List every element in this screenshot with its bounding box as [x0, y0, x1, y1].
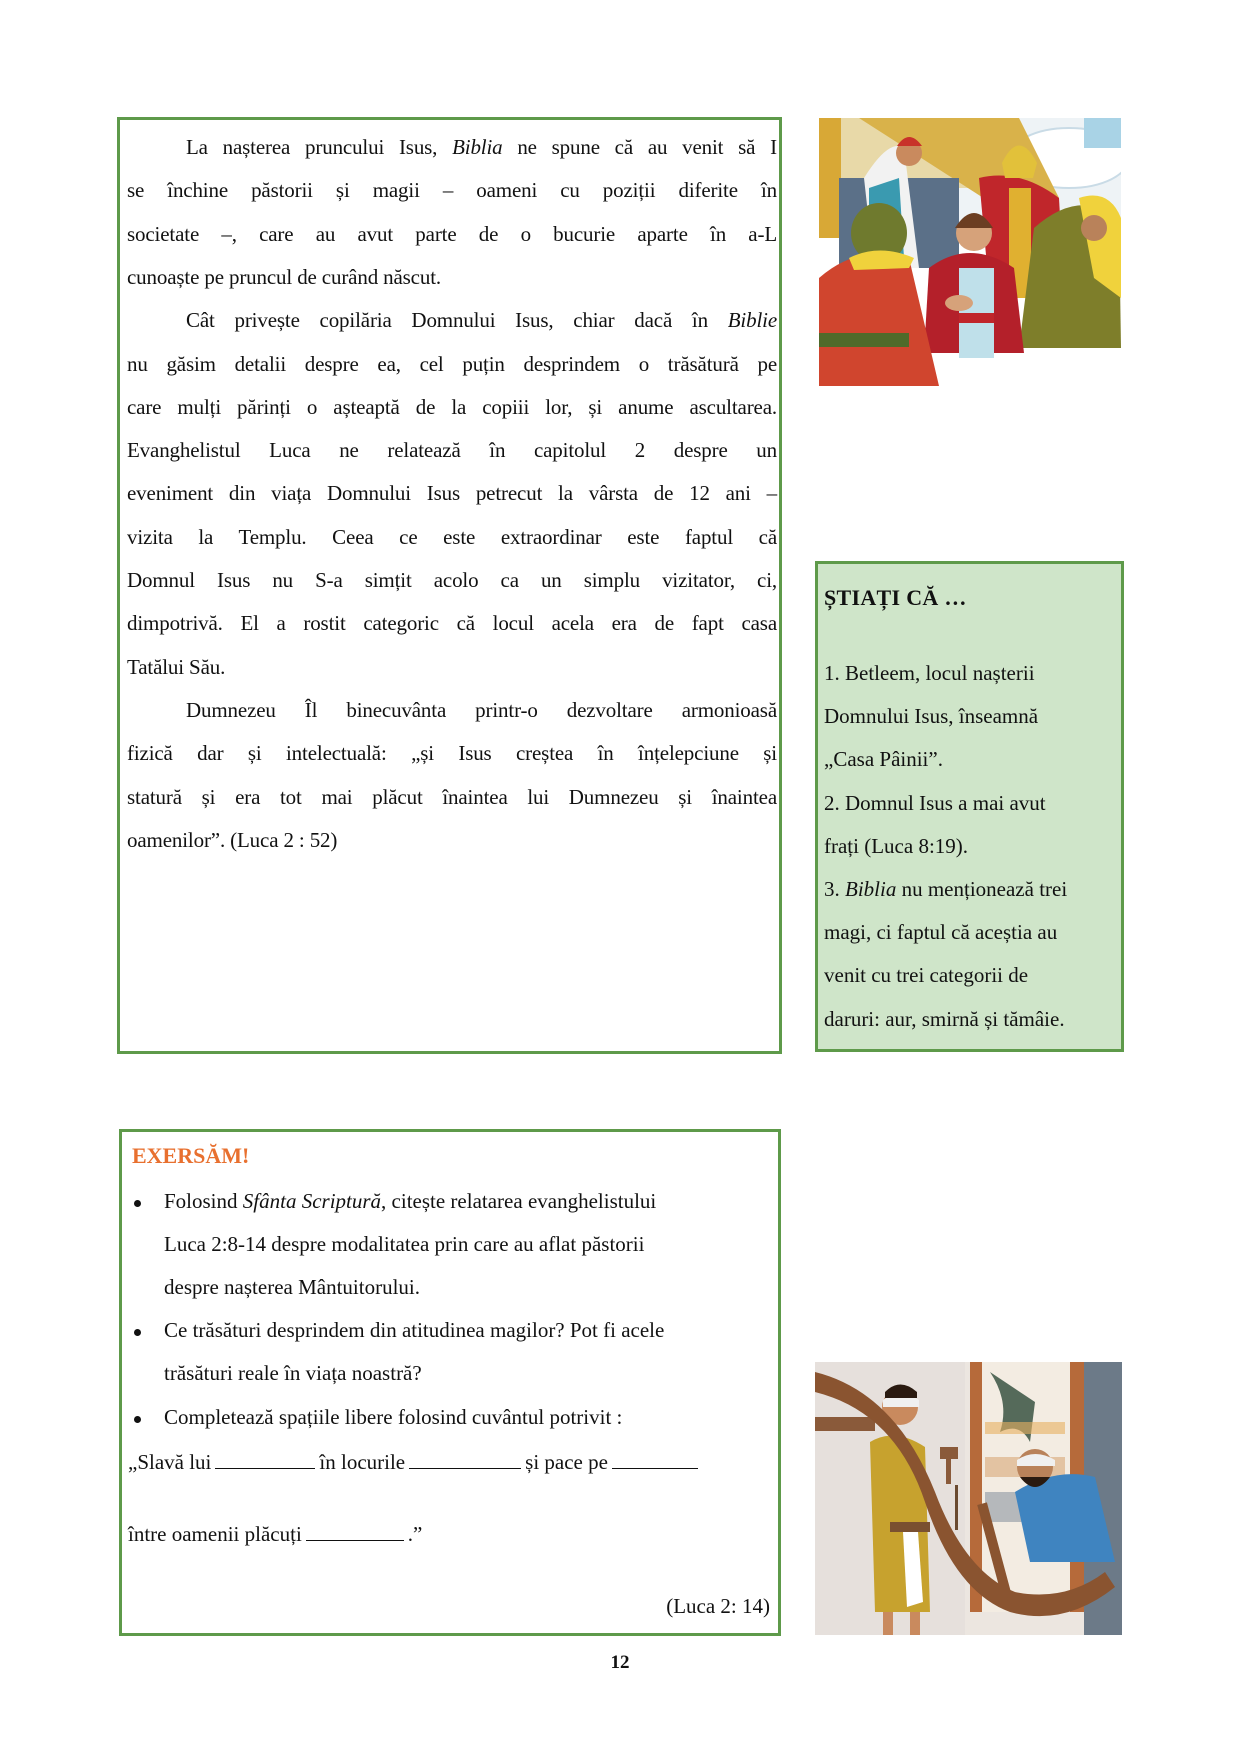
did-you-know-box — [815, 561, 1124, 1052]
fact-line — [824, 704, 1038, 728]
exercise-box — [119, 1129, 781, 1636]
italic-text: Sfânta Scriptură — [242, 1189, 382, 1213]
paragraph-line — [127, 611, 777, 635]
paragraph-line — [127, 828, 777, 852]
text-segment: trăsături reale în viața noastră? — [164, 1361, 422, 1386]
paragraph-line — [186, 135, 777, 159]
paragraph-line — [127, 655, 777, 679]
paragraph-line — [127, 741, 777, 765]
text-segment: Domnul Isus nu S-a simțit acolo ca un simplu vizitator, ci, — [127, 568, 777, 592]
italic-text: Biblia — [452, 135, 503, 159]
paragraph-line — [127, 525, 777, 549]
text-segment: Completează spațiile libere folosind cuvântul potrivit : — [164, 1404, 623, 1429]
text-segment: 2. Domnul Isus a mai avut — [824, 790, 1046, 815]
text-segment: dimpotrivă. El a rostit categoric că locul acela era de fapt casa — [127, 611, 777, 636]
text-segment: La nașterea pruncului Isus, — [186, 135, 453, 159]
bullet-icon — [134, 1329, 141, 1336]
fill-in-text-1: „Slavă lui — [128, 1450, 212, 1474]
text-segment: Luca 2:8-14 despre modalitatea prin care au aflat păstorii — [164, 1232, 645, 1257]
text-segment: magi, ci faptul că aceștia au — [824, 920, 1058, 945]
text-segment: oamenilor”. (Luca 2 : 52) — [127, 827, 338, 852]
bible-reference: (Luca 2: 14) — [666, 1594, 770, 1618]
text-segment: Tatălui Său. — [127, 654, 226, 679]
text-segment: despre nașterea Mântuitorului. — [164, 1275, 420, 1300]
fill-in-text-3: și pace pe — [525, 1450, 608, 1474]
paragraph-line — [127, 568, 777, 592]
text-segment: vizita la Templu. Ceea ce este extraordinar este faptul că — [127, 524, 777, 549]
exercise-item — [164, 1189, 656, 1213]
text-segment: care mulți părinți o așteaptă de la copiii lor, și anume ascultarea. — [127, 394, 777, 419]
text-segment: Cât privește copilăria Domnului Isus, chiar dacă în — [186, 308, 728, 333]
text-segment: se închine păstorii și magii – oameni cu poziții diferite în — [127, 178, 777, 203]
text-segment: Evanghelistul Luca ne relatează în capitolul 2 despre un — [127, 438, 777, 463]
text-segment: cunoaște pe pruncul de curând născut. — [127, 264, 441, 289]
text-segment: Dumnezeu Îl binecuvânta printr-o dezvoltare armonioasă — [186, 697, 777, 722]
paragraph-line — [127, 395, 777, 419]
italic-text: Biblie — [727, 308, 777, 333]
fill-in-line-2 — [128, 1522, 422, 1546]
temple-illustration — [819, 118, 1121, 386]
workshop-illustration — [815, 1362, 1122, 1635]
text-segment: Domnului Isus, înseamnă — [824, 704, 1039, 729]
text-segment: Ce trăsături desprindem din atitudinea magilor? Pot fi acele — [164, 1318, 665, 1343]
fill-in-blank-4[interactable] — [306, 1522, 404, 1541]
text-segment: eveniment din viața Domnului Isus petrecut la vârsta de 12 ani – — [127, 481, 777, 506]
fact-line — [824, 920, 1057, 944]
text-segment: , citește relatarea evanghelistului — [381, 1189, 657, 1213]
text-segment: nu găsim detalii despre ea, cel puțin desprindem o trăsătură pe — [127, 351, 777, 376]
fact-line — [824, 963, 1028, 987]
fill-in-line-1 — [128, 1450, 702, 1474]
paragraph-line — [186, 308, 777, 332]
exercise-item-continuation — [164, 1232, 644, 1256]
text-segment: statură și era tot mai plăcut înaintea lui Dumnezeu și înaintea — [127, 784, 777, 809]
bullet-icon — [134, 1416, 141, 1423]
text-segment: nu menționează trei — [896, 877, 1068, 901]
fact-line — [824, 661, 1035, 685]
text-segment: 3. — [824, 877, 845, 901]
page-number: 12 — [610, 1652, 630, 1673]
paragraph-line — [127, 178, 777, 202]
paragraph-line — [127, 785, 777, 809]
paragraph-line — [127, 481, 777, 505]
italic-text: Biblia — [845, 877, 897, 901]
fill-in-text-4: între oamenii plăcuți — [128, 1522, 302, 1546]
paragraph-line — [186, 698, 777, 722]
paragraph-line — [127, 265, 777, 289]
text-segment: venit cu trei categorii de — [824, 963, 1029, 988]
fact-line — [824, 1007, 1065, 1031]
bullet-icon — [134, 1200, 141, 1207]
fact-line — [824, 747, 943, 771]
fact-line — [824, 877, 1067, 901]
exercise-title: EXERSĂM! — [132, 1143, 250, 1168]
temple-scene-icon — [819, 118, 1121, 386]
text-segment: Folosind — [164, 1189, 243, 1213]
paragraph-line — [127, 222, 777, 246]
main-text-box — [117, 117, 782, 1054]
text-segment: 1. Betleem, locul nașterii — [824, 661, 1035, 685]
text-segment: ne spune că au venit să I — [502, 135, 777, 159]
text-segment: daruri: aur, smirnă și tămâie. — [824, 1006, 1065, 1031]
fill-in-blank-2[interactable] — [409, 1450, 521, 1469]
exercise-item-continuation — [164, 1275, 420, 1299]
exercise-item-continuation — [164, 1361, 422, 1385]
fill-in-text-2: în locurile — [319, 1450, 406, 1474]
fact-line — [824, 791, 1046, 815]
text-segment: „Casa Pâinii”. — [824, 747, 943, 772]
did-you-know-title: ȘTIAȚI CĂ … — [824, 585, 967, 610]
text-segment: societate –, care au avut parte de o bucurie aparte în a-L — [127, 221, 777, 246]
text-segment: fizică dar și intelectuală: „și Isus creștea în înțelepciune și — [127, 741, 777, 766]
fill-in-text-5: .” — [407, 1522, 423, 1546]
exercise-item — [164, 1405, 622, 1429]
fill-in-blank-3[interactable] — [612, 1450, 698, 1469]
text-segment: frați (Luca 8:19). — [824, 833, 969, 858]
exercise-item — [164, 1318, 664, 1342]
workshop-scene-icon — [815, 1362, 1122, 1635]
paragraph-line — [127, 352, 777, 376]
paragraph-line — [127, 438, 777, 462]
fact-line — [824, 834, 968, 858]
fill-in-blank-1[interactable] — [215, 1450, 315, 1469]
